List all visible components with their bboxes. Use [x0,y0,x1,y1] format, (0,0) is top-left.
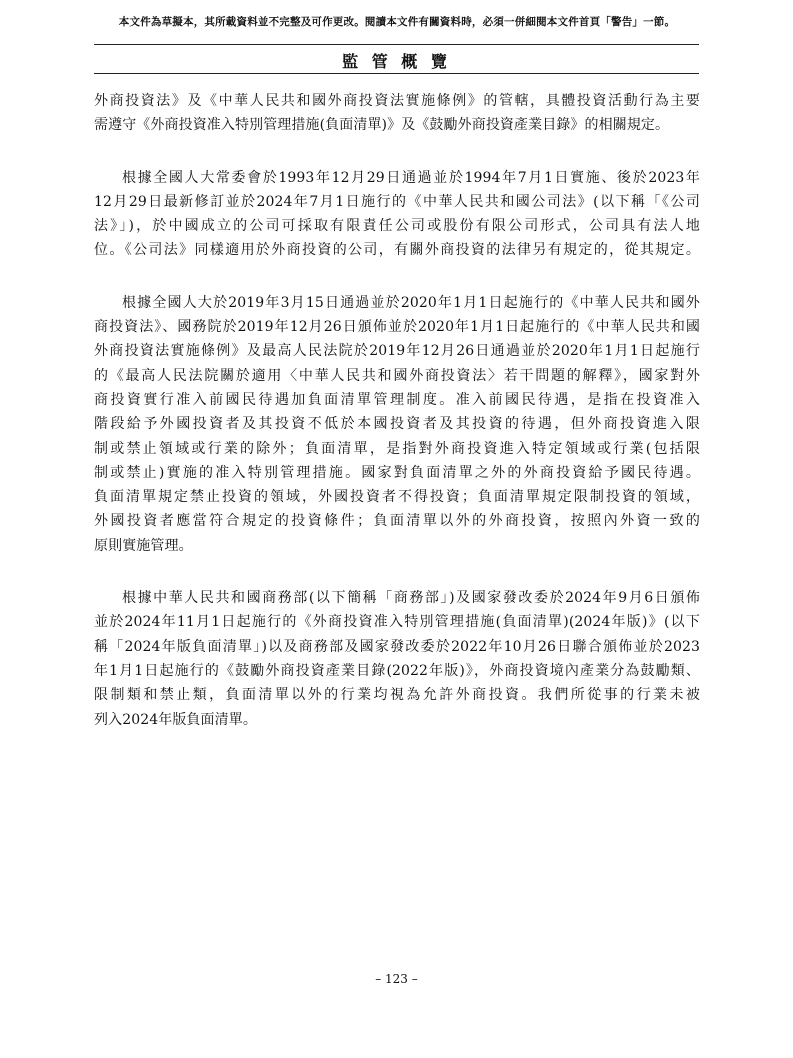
text-line: 外商投資法實施條例》及最高人民法院於2019年12月26日通過並於2020年1月1日起施行 [94,343,700,360]
text-line: 商投資法》、國務院於2019年12月26日頒佈並於2020年1月1日起施行的《中華人民共和國 [94,319,700,336]
paragraph [94,586,700,732]
text-line: 根據全國人大於2019年3月15日通過並於2020年1月1日起施行的《中華人民共和國外 [122,294,700,311]
text-line: 制或禁止)實施的准入特別管理措施。國家對負面清單之外的外商投資給予國民待遇。 [94,464,700,481]
text-line: 列入2024年版負面清單。 [94,711,257,728]
text-line: 根據全國人大常委會於1993年12月29日通過並於1994年7月1日實施、後於2023年 [122,169,700,186]
text-line: 商投資實行准入前國民待遇加負面清單管理制度。准入前國民待遇，是指在投資准入 [94,391,700,408]
page-number: – 123 – [375,972,418,986]
text-line: 需遵守《外商投資准入特別管理措施(負面清單)》及《鼓勵外商投資產業目錄》的相關規定。 [94,117,670,134]
header-rule-bottom [94,73,699,74]
draft-disclaimer: 本文件為草擬本，其所載資料並不完整及可作更改。閱讀本文件有關資料時，必須一併細閱本文件首頁「警告」一節。 [118,16,676,28]
text-line: 原則實施管理。 [94,537,193,554]
text-line: 年1月1日起施行的《鼓勵外商投資產業目錄(2022年版)》，外商投資境內產業分為鼓勵類、 [94,662,700,679]
text-line: 稱「2024年版負面清單」)以及商務部及國家發改委於2022年10月26日聯合頒佈並於2023 [94,638,700,655]
text-line: 法》」)，於中國成立的公司可採取有限責任公司或股份有限公司形式，公司具有法人地 [94,218,700,235]
text-line: 根據中華人民共和國商務部(以下簡稱「商務部」)及國家發改委於2024年9月6日頒佈 [122,590,700,607]
text-line: 負面清單規定禁止投資的領域，外國投資者不得投資；負面清單規定限制投資的領域， [94,489,700,506]
paragraph [94,291,700,558]
text-line: 位。《公司法》同樣適用於外商投資的公司，有關外商投資的法律另有規定的，從其規定。 [94,242,700,259]
paragraph [94,166,700,263]
section-title: 監 管 概 覽 [342,52,451,71]
text-line: 的《最高人民法院關於適用〈中華人民共和國外商投資法〉若干問題的解釋》，國家對外 [94,367,700,384]
text-line: 階段給予外國投資者及其投資不低於本國投資者及其投資的待遇，但外商投資進入限 [94,416,700,433]
text-line: 限制類和禁止類，負面清單以外的行業均視為允許外商投資。我們所從事的行業未被 [94,687,700,704]
paragraph [94,89,700,138]
header-rule-top [94,44,699,45]
text-line: 制或禁止領域或行業的除外；負面清單，是指對外商投資進入特定領域或行業(包括限 [94,440,700,457]
text-line: 12月29日最新修訂並於2024年7月1日施行的《中華人民共和國公司法》(以下稱「《公司 [94,193,700,210]
text-line: 外商投資法》及《中華人民共和國外商投資法實施條例》的管轄，具體投資活動行為主要 [94,93,700,109]
text-line: 並於2024年11月1日起施行的《外商投資准入特別管理措施(負面清單)(2024年版)》(以下 [94,614,700,631]
text-line: 外國投資者應當符合規定的投資條件；負面清單以外的外商投資，按照內外資一致的 [94,513,700,530]
body-text [94,89,700,760]
